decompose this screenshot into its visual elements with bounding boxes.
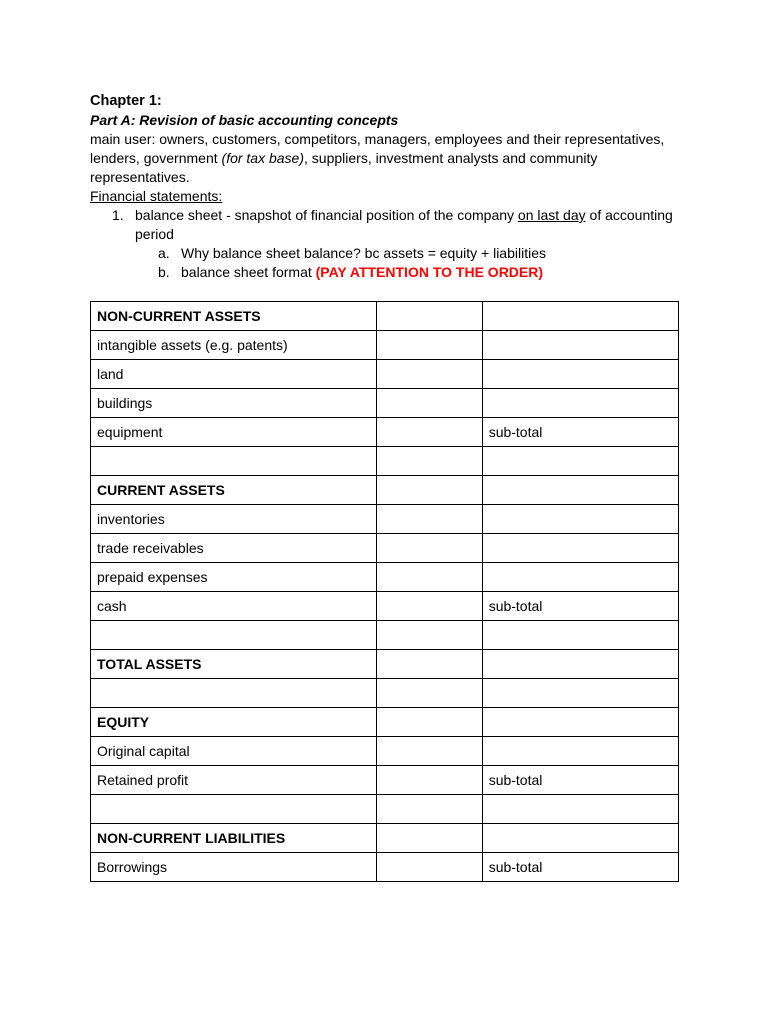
subtotal-cell: sub-total	[482, 418, 678, 447]
list-marker: 1.	[112, 207, 124, 223]
main-user-line-2-start: lenders, government	[90, 150, 222, 166]
row-label-cell: intangible assets (e.g. patents)	[91, 331, 377, 360]
row-label-cell	[91, 679, 377, 708]
document-body	[90, 92, 680, 282]
subtotal-cell	[482, 534, 678, 563]
table-row	[91, 447, 679, 476]
table-row	[91, 650, 679, 679]
table-row	[91, 505, 679, 534]
subtotal-cell	[482, 563, 678, 592]
amount-cell	[377, 302, 483, 331]
list-item-text-end: of accounting	[585, 207, 673, 223]
amount-cell	[377, 331, 483, 360]
amount-cell	[377, 737, 483, 766]
list-item-text-wrap: period	[135, 226, 174, 242]
subtotal-cell	[482, 679, 678, 708]
amount-cell	[377, 476, 483, 505]
row-label-cell: cash	[91, 592, 377, 621]
subtotal-cell	[482, 737, 678, 766]
amount-cell	[377, 563, 483, 592]
main-user-line-3: representatives.	[90, 169, 190, 185]
table-row	[91, 621, 679, 650]
subtotal-cell	[482, 476, 678, 505]
row-label-cell	[91, 621, 377, 650]
amount-cell	[377, 592, 483, 621]
row-label-cell: equipment	[91, 418, 377, 447]
part-title: Part A: Revision of basic accounting concepts	[90, 112, 399, 128]
subtotal-cell: sub-total	[482, 853, 678, 882]
subtotal-cell: sub-total	[482, 766, 678, 795]
amount-cell	[377, 824, 483, 853]
main-user-line-2	[90, 149, 680, 168]
main-user-line-1: main user: owners, customers, competitors, managers, employees and their representatives,	[90, 131, 665, 147]
row-label-cell: trade receivables	[91, 534, 377, 563]
row-label-cell	[91, 795, 377, 824]
row-label-cell: inventories	[91, 505, 377, 534]
amount-cell	[377, 447, 483, 476]
table-row	[91, 389, 679, 418]
main-user-line-2-end: , suppliers, investment analysts and community	[304, 150, 598, 166]
table-row	[91, 592, 679, 621]
subtotal-cell	[482, 331, 678, 360]
list-item-text-start: balance sheet - snapshot of financial position of the company	[135, 207, 518, 223]
row-label-cell: TOTAL ASSETS	[91, 650, 377, 679]
row-label-cell: EQUITY	[91, 708, 377, 737]
financial-statements-label: Financial statements:	[90, 188, 223, 204]
table-row	[91, 679, 679, 708]
table-row	[91, 708, 679, 737]
row-label-cell: Borrowings	[91, 853, 377, 882]
row-label-cell: CURRENT ASSETS	[91, 476, 377, 505]
table-row	[91, 331, 679, 360]
sub-item-why-balance	[90, 244, 680, 263]
amount-cell	[377, 389, 483, 418]
amount-cell	[377, 853, 483, 882]
table-row	[91, 476, 679, 505]
amount-cell	[377, 679, 483, 708]
table-row	[91, 824, 679, 853]
subtotal-cell: sub-total	[482, 592, 678, 621]
amount-cell	[377, 505, 483, 534]
chapter-title: Chapter 1:	[90, 93, 162, 109]
amount-cell	[377, 766, 483, 795]
subtotal-cell	[482, 389, 678, 418]
subtotal-cell	[482, 824, 678, 853]
subtotal-cell	[482, 447, 678, 476]
row-label-cell: NON-CURRENT LIABILITIES	[91, 824, 377, 853]
subtotal-cell	[482, 795, 678, 824]
table-row	[91, 418, 679, 447]
sub-marker-a: a.	[158, 245, 170, 261]
subtotal-cell	[482, 302, 678, 331]
table-row	[91, 302, 679, 331]
subtotal-cell	[482, 708, 678, 737]
table-row	[91, 563, 679, 592]
sub-item-a-text: Why balance sheet balance? bc assets = equity + liabilities	[181, 245, 546, 261]
balance-sheet-table	[90, 301, 679, 882]
table-row	[91, 795, 679, 824]
table-row	[91, 534, 679, 563]
table-row	[91, 766, 679, 795]
subtotal-cell	[482, 621, 678, 650]
list-item-balance-sheet	[90, 206, 680, 244]
row-label-cell	[91, 447, 377, 476]
table-row	[91, 737, 679, 766]
on-last-day-emphasis: on last day	[517, 207, 586, 223]
row-label-cell: Retained profit	[91, 766, 377, 795]
table-row	[91, 853, 679, 882]
table-row	[91, 360, 679, 389]
row-label-cell: prepaid expenses	[91, 563, 377, 592]
amount-cell	[377, 621, 483, 650]
amount-cell	[377, 534, 483, 563]
amount-cell	[377, 795, 483, 824]
sub-item-b-text: balance sheet format	[181, 264, 316, 280]
row-label-cell: buildings	[91, 389, 377, 418]
sub-item-format	[90, 263, 680, 282]
amount-cell	[377, 650, 483, 679]
sub-marker-b: b.	[158, 264, 170, 280]
balance-sheet-body	[91, 302, 679, 882]
tax-base-note: (for tax base)	[221, 150, 305, 166]
row-label-cell: Original capital	[91, 737, 377, 766]
subtotal-cell	[482, 650, 678, 679]
row-label-cell: NON-CURRENT ASSETS	[91, 302, 377, 331]
subtotal-cell	[482, 360, 678, 389]
amount-cell	[377, 360, 483, 389]
subtotal-cell	[482, 505, 678, 534]
amount-cell	[377, 708, 483, 737]
pay-attention-emphasis: (PAY ATTENTION TO THE ORDER)	[315, 264, 544, 280]
amount-cell	[377, 418, 483, 447]
row-label-cell: land	[91, 360, 377, 389]
